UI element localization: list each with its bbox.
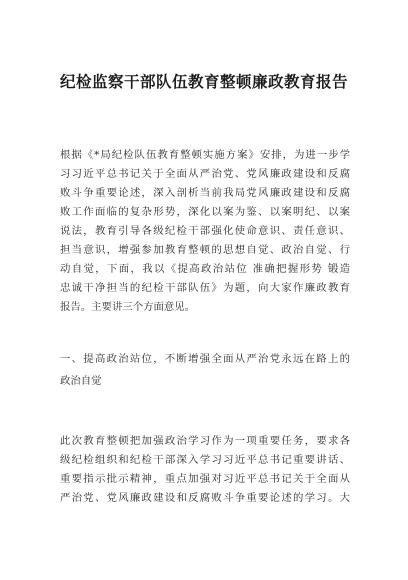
intro-line: 说法，教育引导各级纪检干部强化使命意识、责任意识、 bbox=[60, 225, 350, 237]
intro-line: 担当意识，增强参加教育整顿的思想自觉、政治自觉、行 bbox=[60, 244, 350, 256]
section-heading-line: 一、提高政治站位，不断增强全面从严治党永远在路上的 bbox=[60, 353, 350, 365]
intro-line: 败工作面临的复杂形势，深化以案为鉴、以案明纪、以案 bbox=[60, 206, 350, 218]
intro-line: 习习近平总书记关于全面从严治党、党风廉政建设和反腐 bbox=[60, 168, 350, 180]
body-line: 重要指示批示精神，重点加强对习近平总书记关于全面从 bbox=[60, 473, 350, 485]
intro-line: 根据《*局纪检队伍教育整顿实施方案》安排，为进一步学 bbox=[60, 149, 350, 161]
body-line: 此次教育整顿把加强政治学习作为一项重要任务，要求各 bbox=[60, 435, 350, 447]
document-title: 纪检监察干部队伍教育整顿廉政教育报告 bbox=[59, 73, 348, 91]
section-heading-line: 政治自觉 bbox=[60, 375, 102, 387]
intro-line: 忠诚干净担当的纪检干部队伍》为题，向大家作廉政教育 bbox=[60, 282, 350, 294]
intro-line: 报告。主要讲三个方面意见。 bbox=[60, 301, 196, 313]
intro-line: 动自觉，下面，我以《提高政治站位 准确把握形势 锻造 bbox=[60, 263, 350, 275]
body-line: 级纪检组织和纪检干部深入学习习近平总书记重要讲话、 bbox=[60, 454, 350, 466]
intro-line: 败斗争重要论述，深入剖析当前我局党风廉政建设和反腐 bbox=[60, 187, 350, 199]
body-line: 严治党、党风廉政建设和反腐败斗争重要论述的学习。大 bbox=[60, 492, 350, 504]
